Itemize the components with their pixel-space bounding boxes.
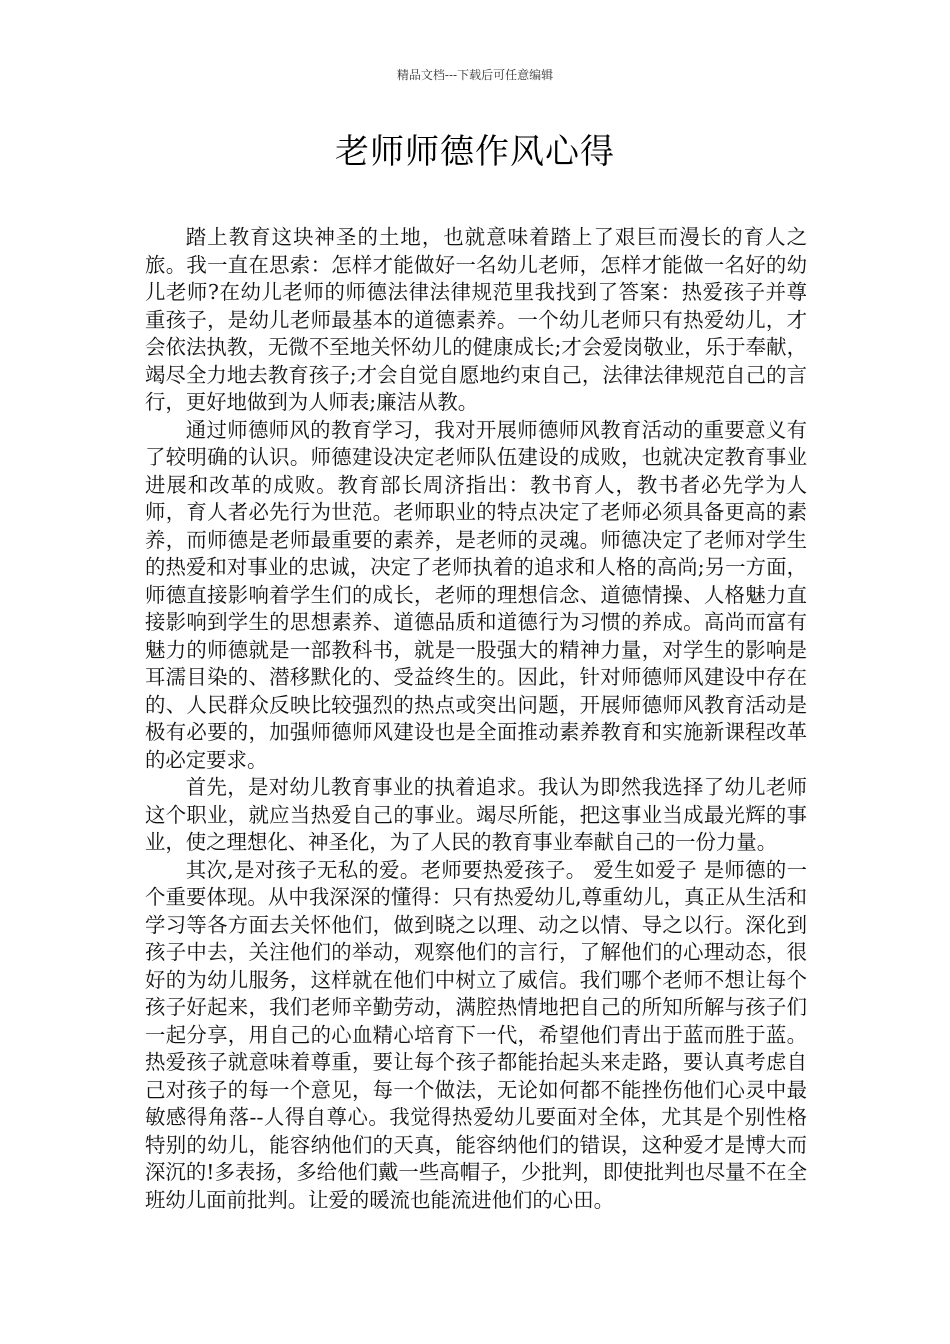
document-body (145, 224, 807, 1214)
paragraph-3: 首先，是对幼儿教育事业的执着追求。我认为即然我选择了幼儿老师这个职业，就应当热爱自己的事业。竭尽所能，把这事业当成最光辉的事业，使之理想化、神圣化，为了人民的教育事业奉献自己的一份力量。 (145, 775, 807, 854)
header-note: 精品文档---下载后可任意编辑 (396, 68, 554, 82)
paragraph-2: 通过师德师风的教育学习，我对开展师德师风教育活动的重要意义有了较明确的认识。师德建设决定老师队伍建设的成败，也就决定教育事业进展和改革的成败。教育部长周济指出：教书育人，教书者必先学为人师，育人者必先行为世范。老师职业的特点决定了老师必须具备更高的素养，而师德是老师最重要的素养，是老师的灵魂。师德决定了老师对学生的热爱和对事业的忠诚，决定了老师执着的追求和人格的高尚;另一方面，师德直接影响着学生们的成长，老师的理想信念、道德情操、人格魅力直接影响到学生的思想素养、道德品质和道德行为习惯的养成。高尚而富有魅力的师德就是一部教科书，就是一股强大的精神力量，对学生的影响是耳濡目染的、潜移默化的、受益终生的。因此，针对师德师风建设中存在的、人民群众反映比较强烈的热点或突出问题，开展师德师风教育活动是极有必要的，加强师德师风建设也是全面推动素养教育和实施新课程改革的必定要求。 (145, 417, 807, 772)
page-title: 老师师德作风心得 (335, 132, 615, 172)
paragraph-4: 其次,是对孩子无私的爱。老师要热爱孩子。 爱生如爱子 是师德的一个重要体现。从中我深深的懂得：只有热爱幼儿,尊重幼儿，真正从生活和学习等各方面去关怀他们，做到晓之以理、动之以情、导之以行。深化到孩子中去，关注他们的举动，观察他们的言行，了解他们的心理动态，很好的为幼儿服务，这样就在他们中树立了威信。我们哪个老师不想让每个孩子好起来，我们老师辛勤劳动，满腔热情地把自己的所知所解与孩子们一起分享，用自己的心血精心培育下一代，希望他们青出于蓝而胜于蓝。热爱孩子就意味着尊重，要让每个孩子都能抬起头来走路，要认真考虑自己对孩子的每一个意见，每一个做法，无论如何都不能挫伤他们心灵中最敏感得角落--人得自尊心。我觉得热爱幼儿要面对全体，尤其是个别性格特别的幼儿，能容纳他们的天真，能容纳他们的错误，这种爱才是博大而深沉的!多表扬，多给他们戴一些高帽子，少批判，即使批判也尽量不在全班幼儿面前批判。让爱的暖流也能流进他们的心田。 (145, 857, 807, 1212)
paragraph-1: 踏上教育这块神圣的土地，也就意味着踏上了艰巨而漫长的育人之旅。我一直在思索：怎样才能做好一名幼儿老师，怎样才能做一名好的幼儿老师?在幼儿老师的师德法律法律规范里我找到了答案：热爱孩子并尊重孩子，是幼儿老师最基本的道德素养。一个幼儿老师只有热爱幼儿，才会依法执教，无微不至地关怀幼儿的健康成长;才会爱岗敬业，乐于奉献，竭尽全力地去教育孩子;才会自觉自愿地约束自己，法律法律规范自己的言行，更好地做到为人师表;廉洁从教。 (145, 225, 807, 414)
